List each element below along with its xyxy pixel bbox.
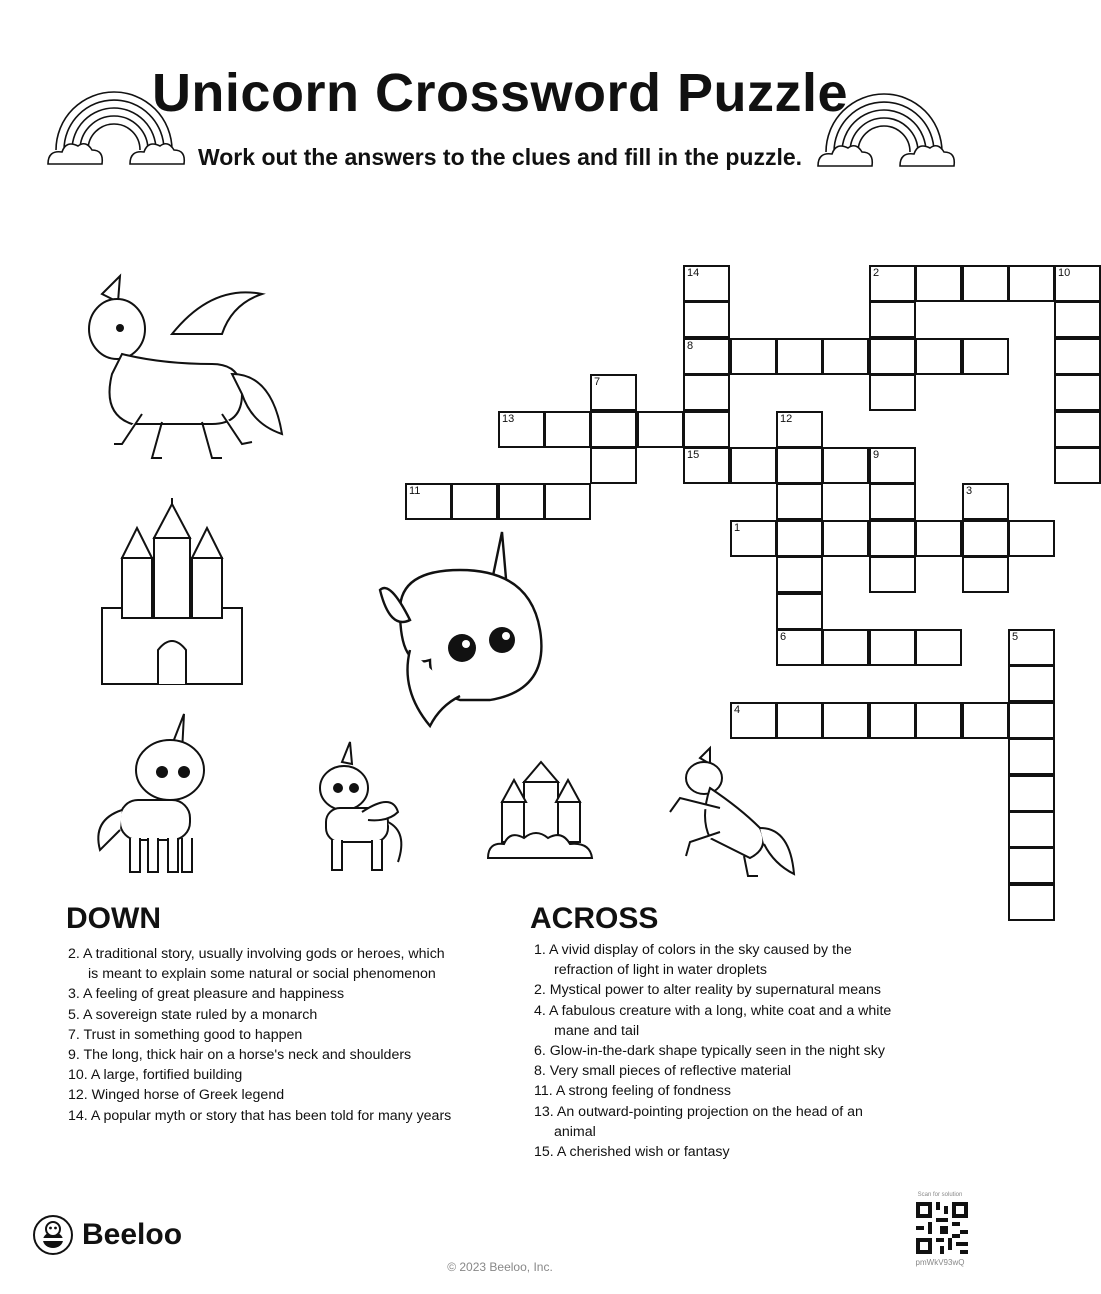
crossword-cell[interactable] [776,629,823,666]
crossword-cell[interactable] [730,702,777,739]
crossword-cell[interactable] [683,338,730,375]
across-heading: ACROSS [530,902,659,935]
crossword-cell[interactable] [730,338,777,375]
crossword-cell[interactable] [962,483,1009,520]
brand-name: Beeloo [82,1218,183,1251]
crossword-cell[interactable] [869,301,916,338]
crossword-cell[interactable] [869,629,916,666]
down-clue: 3. A feeling of great pleasure and happiness [68,986,345,1003]
crossword-cell[interactable] [590,374,637,411]
crossword-cell[interactable] [776,520,823,557]
crossword-cell[interactable] [776,447,823,484]
clue-number: 10 [1058,267,1071,279]
across-clue: 2. Mystical power to alter reality by supernatural means [534,982,881,999]
crossword-cell[interactable] [637,411,684,448]
qr-code-icon[interactable] [916,1202,968,1254]
down-clue: 12. Winged horse of Greek legend [68,1087,285,1104]
crossword-cell[interactable] [1054,301,1101,338]
crossword-cell[interactable] [590,411,637,448]
crossword-cell[interactable] [1008,665,1055,702]
crossword-cell[interactable] [544,411,591,448]
crossword-cell[interactable] [822,447,869,484]
castle-illustration-icon [92,498,252,690]
crossword-cell[interactable] [498,483,545,520]
page-title: Unicorn Crossword Puzzle [151,63,849,123]
rearing-unicorn-illustration-icon [660,748,796,882]
crossword-cell[interactable] [1008,702,1055,739]
across-clue: 1. A vivid display of colors in the sky caused by the refraction of light in water droplets [534,942,852,979]
crossword-cell[interactable] [683,447,730,484]
across-clue: 13. An outward-pointing projection on the head of an animal [534,1103,863,1140]
crossword-cell[interactable] [1054,374,1101,411]
crossword-cell[interactable] [1008,629,1055,666]
crossword-cell[interactable] [822,702,869,739]
unicorn-foal-illustration-icon [90,710,220,880]
across-clue-list [532,940,902,1162]
bee-logo-icon [32,1214,74,1256]
crossword-cell[interactable] [451,483,498,520]
across-clue: 11. A strong feeling of fondness [534,1083,731,1100]
down-clue: 10. A large, fortified building [68,1067,243,1084]
crossword-cell[interactable] [498,411,545,448]
crossword-cell[interactable] [869,702,916,739]
crossword-cell[interactable] [822,338,869,375]
crossword-cell[interactable] [683,265,730,302]
crossword-cell[interactable] [915,265,962,302]
crossword-cell[interactable] [1054,338,1101,375]
down-clue: 7. Trust in something good to happen [68,1026,303,1043]
clue-number: 12 [780,413,793,425]
crossword-cell[interactable] [822,520,869,557]
crossword-cell[interactable] [869,374,916,411]
across-clue: 6. Glow-in-the-dark shape typically seen in the night sky [534,1043,885,1060]
crossword-cell[interactable] [962,702,1009,739]
crossword-cell[interactable] [869,338,916,375]
copyright-text: © 2023 Beeloo, Inc. [447,1260,553,1274]
crossword-cell[interactable] [1008,884,1055,921]
clue-number: 13 [502,413,515,425]
crossword-cell[interactable] [915,338,962,375]
clue-number: 11 [409,485,421,497]
crossword-cell[interactable] [869,483,916,520]
crossword-cell[interactable] [962,556,1009,593]
crossword-cell[interactable] [1008,811,1055,848]
clue-number: 1 [734,522,741,534]
crossword-cell[interactable] [776,593,823,630]
crossword-cell[interactable] [1008,847,1055,884]
clue-number: 7 [594,376,601,388]
across-clue: 8. Very small pieces of reflective material [534,1063,792,1080]
crossword-cell[interactable] [869,265,916,302]
crossword-cell[interactable] [869,556,916,593]
crossword-cell[interactable] [962,520,1009,557]
clue-number: 4 [734,704,741,716]
cloud-castle-illustration-icon [484,762,598,868]
clue-number: 9 [873,449,880,461]
crossword-cell[interactable] [1054,447,1101,484]
crossword-cell[interactable] [962,338,1009,375]
crossword-cell[interactable] [1054,411,1101,448]
crossword-cell[interactable] [1008,265,1055,302]
crossword-cell[interactable] [915,629,962,666]
crossword-cell[interactable] [962,265,1009,302]
crossword-cell[interactable] [590,447,637,484]
clue-number: 14 [687,267,700,279]
clue-number: 6 [780,631,787,643]
down-clue: 14. A popular myth or story that has been told for many years [68,1107,452,1124]
across-clue: 4. A fabulous creature with a long, white coat and a white mane and tail [534,1002,892,1039]
qr-caption: Scan for solution [917,1192,963,1198]
crossword-cell[interactable] [683,411,730,448]
crossword-cell[interactable] [915,702,962,739]
winged-unicorn-illustration-icon [62,274,292,470]
down-clue: 5. A sovereign state ruled by a monarch [68,1006,318,1023]
crossword-cell[interactable] [776,556,823,593]
crossword-cell[interactable] [869,447,916,484]
crossword-cell[interactable] [776,411,823,448]
clue-number: 8 [687,340,694,352]
page-subtitle: Work out the answers to the clues and fill in the puzzle. [197,144,803,170]
down-clue: 2. A traditional story, usually involving gods or heroes, which is meant to explain some natural or social phenomenon [68,946,445,983]
crossword-cell[interactable] [776,483,823,520]
down-clue-list [66,944,456,1126]
across-clue: 15. A cherished wish or fantasy [534,1144,730,1161]
crossword-cell[interactable] [730,520,777,557]
qr-code-label: pmWkV93wQ [915,1258,965,1267]
crossword-cell[interactable] [1008,520,1055,557]
crossword-cell[interactable] [730,447,777,484]
crossword-cell[interactable] [915,520,962,557]
clue-number: 3 [966,485,973,497]
crossword-cell[interactable] [1008,738,1055,775]
clue-number: 2 [873,267,880,279]
crossword-cell[interactable] [683,301,730,338]
clue-number: 5 [1012,631,1019,643]
down-heading: DOWN [66,902,161,935]
clue-number: 15 [687,449,700,461]
down-clue: 9. The long, thick hair on a horse's neck and shoulders [68,1047,412,1064]
crossword-cell[interactable] [869,520,916,557]
crossword-cell[interactable] [683,374,730,411]
pegasus-foal-illustration-icon [302,742,412,878]
crossword-cell[interactable] [776,702,823,739]
brand-logo[interactable] [32,1214,182,1256]
crossword-cell[interactable] [405,483,452,520]
crossword-cell[interactable] [1054,265,1101,302]
crossword-cell[interactable] [1008,775,1055,812]
crossword-cell[interactable] [776,338,823,375]
unicorn-head-illustration-icon [370,530,560,730]
crossword-cell[interactable] [544,483,591,520]
crossword-cell[interactable] [822,629,869,666]
